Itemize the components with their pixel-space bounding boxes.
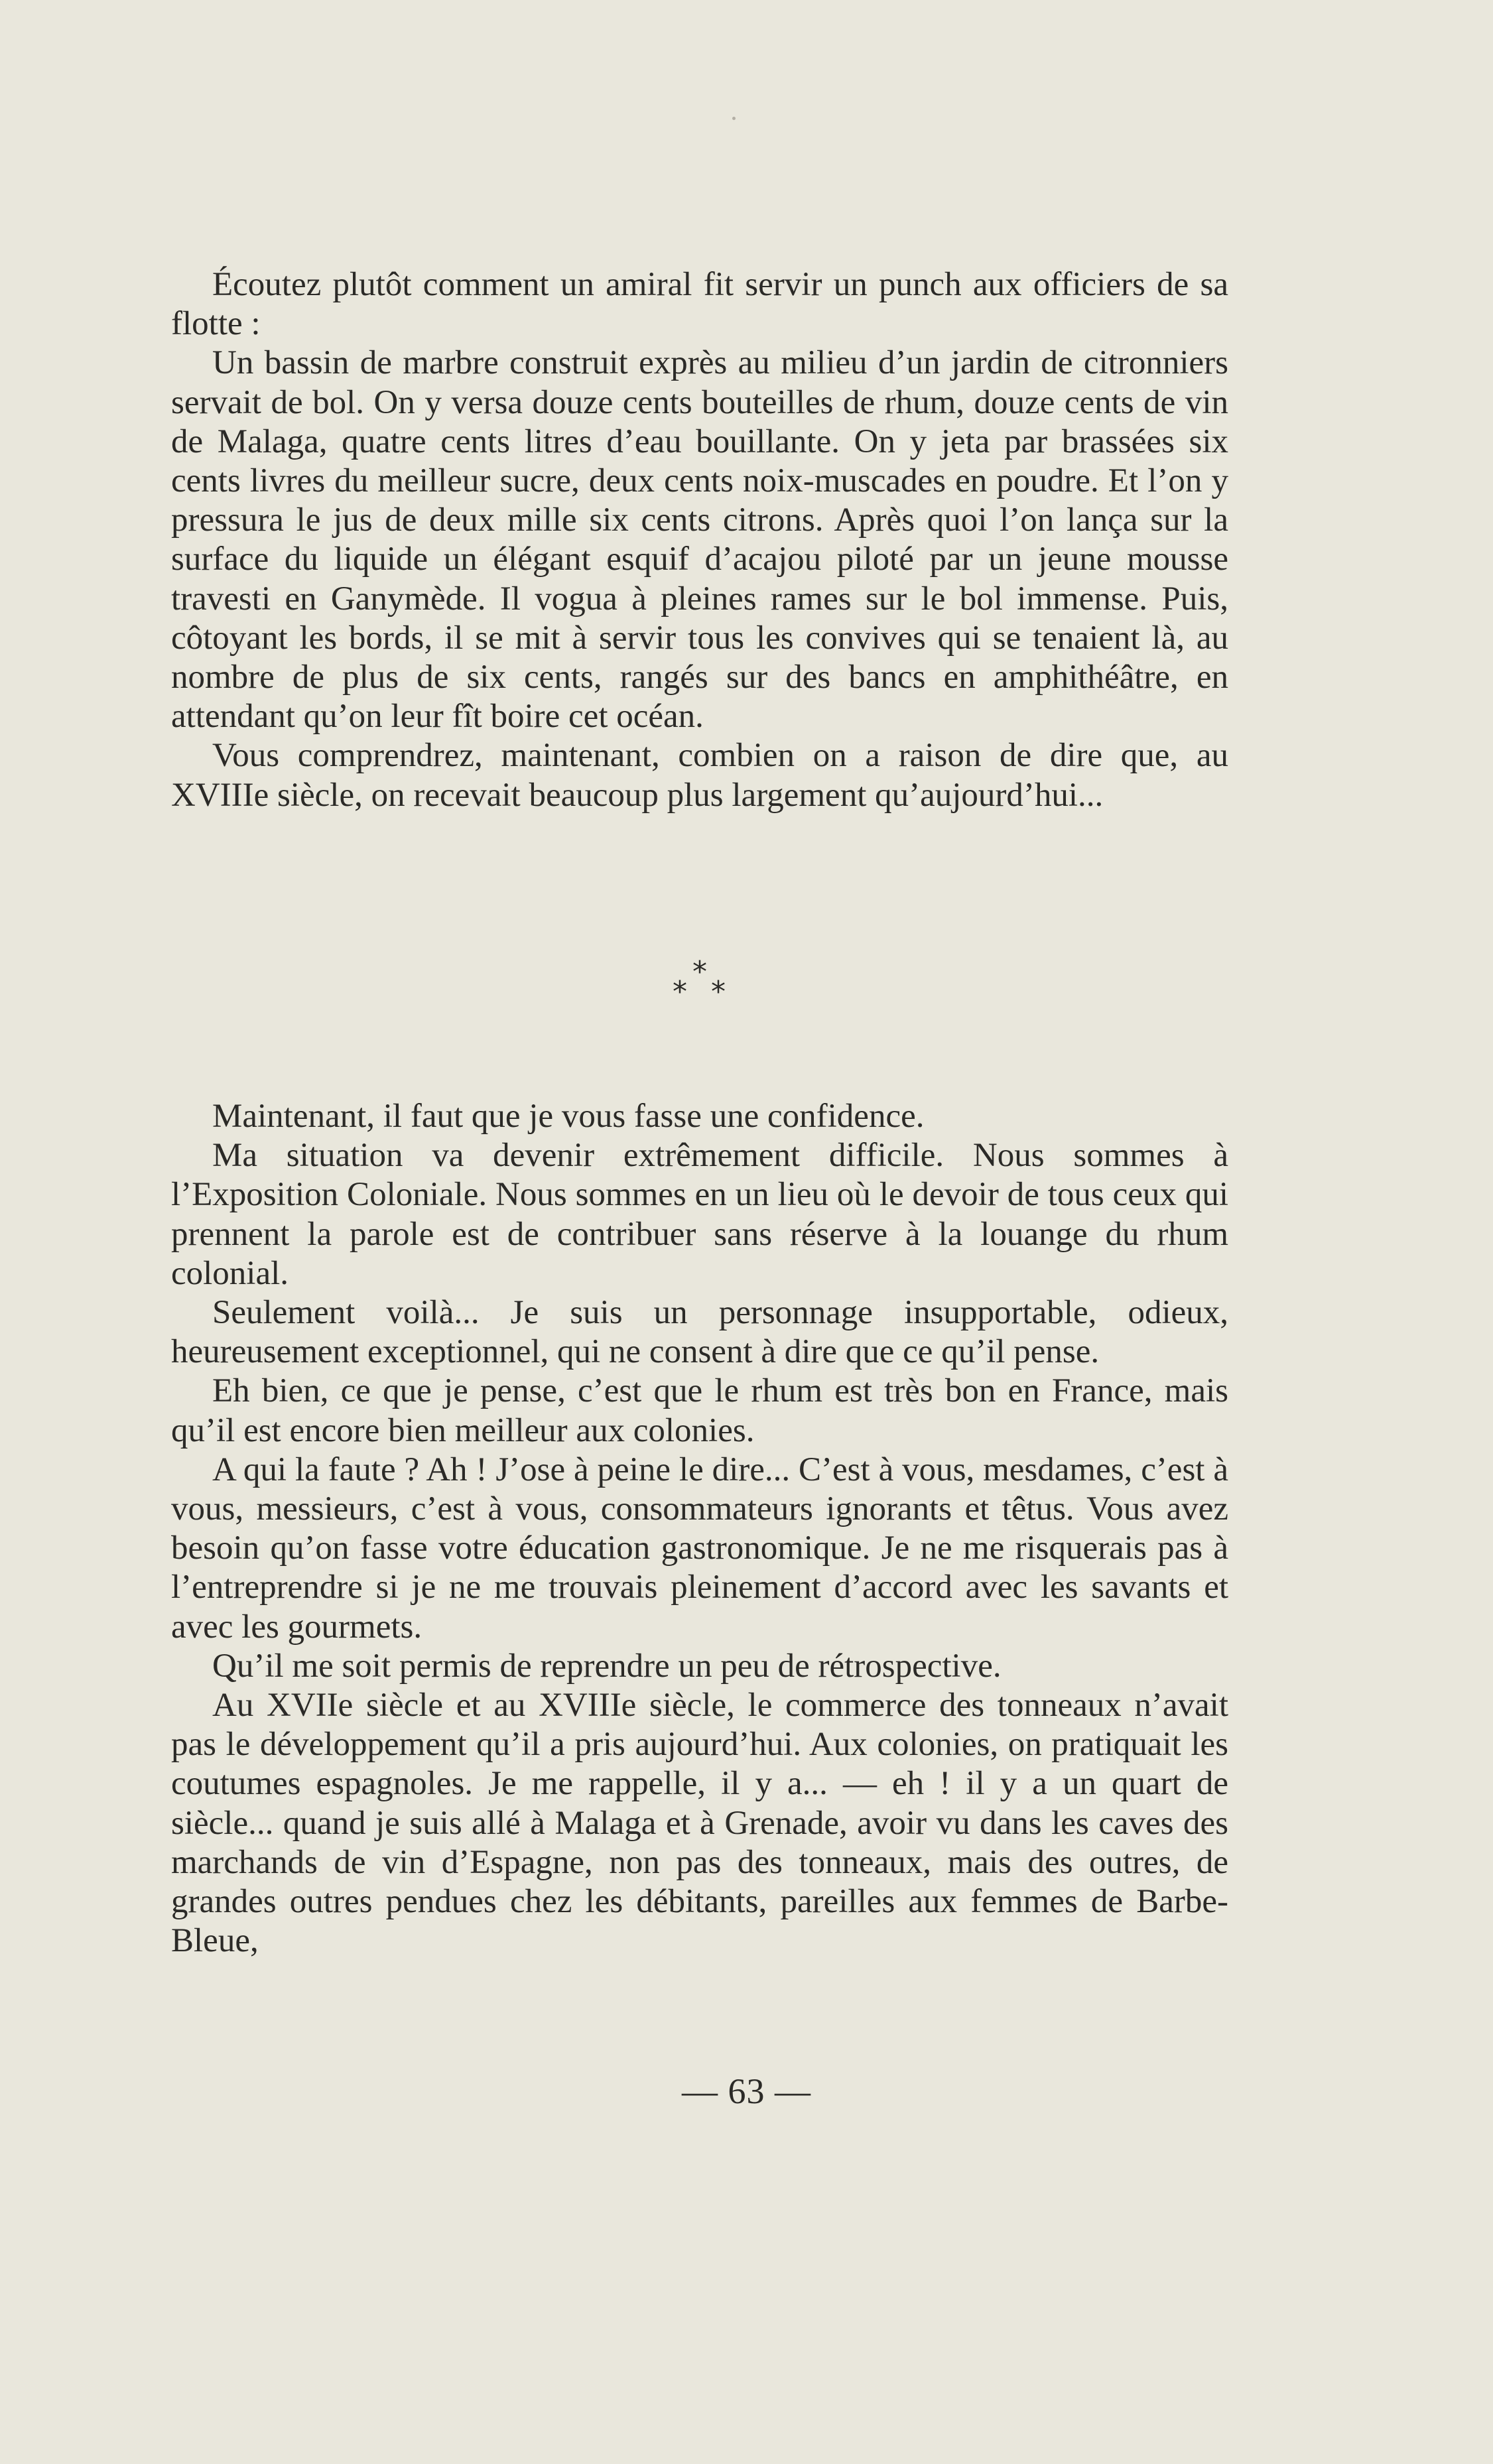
paragraph: Écoutez plutôt comment un amiral fit servir un punch aux officiers de sa flotte :	[171, 266, 1228, 343]
paragraph: Seulement voilà... Je suis un personnage insupportable, odieux, heureusement exceptionnel, qui ne consent à dire que ce qu’il pense.	[171, 1294, 1228, 1371]
asterism-star: *	[711, 975, 726, 1009]
asterism-star: *	[673, 975, 687, 1009]
text-block-upper	[171, 265, 1228, 815]
paragraph: Maintenant, il faut que je vous fasse une confidence.	[212, 1098, 925, 1135]
paragraph: Un bassin de marbre construit exprès au milieu d’un jardin de citronniers servait de bol. On y versa douze cents bouteilles de rhum, douze cents de vin de Malaga, quatre cents litres d’eau bouillante. On y jeta par brassées six cents livres du meilleur sucre, deux cents noix-muscades en poudre. Et l’on y pressura le jus de deux mille six cents citrons. Après quoi l’on lança sur la surface du liquide un élégant esquif d’acajou piloté par un jeune mousse travesti en Ganymède. Il vogua à pleines rames sur le bol immense. Puis, côtoyant les bords, il se mit à servir tous les convives qui se tenaient là, au nombre de plus de six cents, rangés sur des bancs en amphithéâtre, en attendant qu’on leur fît boire cet océan.	[171, 344, 1228, 736]
paper-speck	[732, 117, 736, 120]
paragraph: Ma situation va devenir extrêmement difficile. Nous sommes à l’Exposition Coloniale. Nous sommes en un lieu où le devoir de tous ceux qui prennent la parole est de contribuer sans réserve à la louange du rhum colonial.	[171, 1137, 1228, 1292]
paragraph: Qu’il me soit permis de reprendre un peu de rétrospective.	[212, 1647, 1002, 1685]
asterism-star: *	[692, 955, 707, 989]
text-block-lower	[171, 1097, 1228, 1961]
paragraph: A qui la faute ? Ah ! J’ose à peine le dire... C’est à vous, mesdames, c’est à vous, messieurs, c’est à vous, consommateurs ignorants et têtus. Vous avez besoin qu’on fasse votre éducation gastronomique. Je ne me risquerais pas à l’entreprendre si je ne me trouvais pleinement d’accord avec les savants et avec les gourmets.	[171, 1451, 1228, 1646]
paragraph: Vous comprendrez, maintenant, combien on a raison de dire que, au XVIIIe siècle, on recevait beaucoup plus largement qu’aujourd’hui...	[171, 737, 1228, 814]
section-asterism	[663, 955, 743, 1037]
paragraph: Eh bien, ce que je pense, c’est que le rhum est très bon en France, mais qu’il est encore bien meilleur aux colonies.	[171, 1372, 1228, 1449]
paragraph: Au XVIIe siècle et au XVIIIe siècle, le commerce des tonneaux n’avait pas le développement qu’il a pris aujourd’hui. Aux colonies, on pratiquait les coutumes espagnoles. Je me rappelle, il y a... — eh ! il y a un quart de siècle... quand je suis allé à Malaga et à Grenade, avoir vu dans les caves des marchands de vin d’Espagne, non pas des tonneaux, mais des outres, de grandes outres pendues chez les débitants, pareilles aux femmes de Barbe-Bleue,	[171, 1687, 1228, 1960]
page-number: — 63 —	[682, 2071, 811, 2111]
